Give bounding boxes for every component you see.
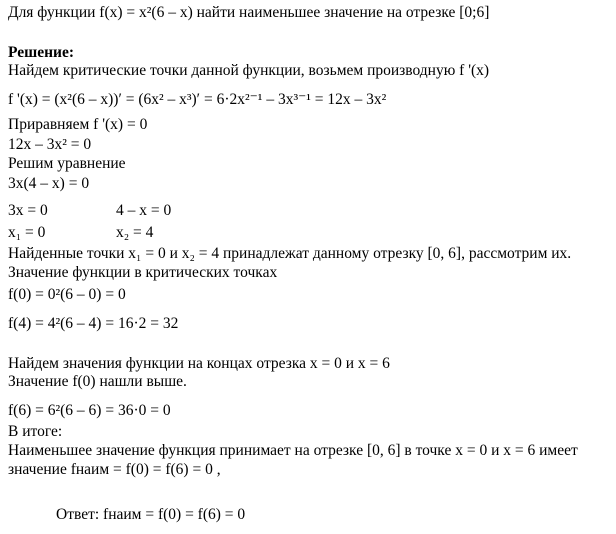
found-text: Значение f(0) нашли выше. [8, 373, 187, 390]
root-left: x₁ = 0 [8, 224, 46, 241]
derivative-formula: f '(x) = (x²(6 – x))′ = (6x² – x³)′ = 6·2x²⁻¹ – 3x³⁻¹ = 12x – 3x² [8, 91, 387, 108]
problem-statement: Для функции f(x) = x²(6 – x) найти наименьшее значение на отрезке [0;6] [8, 4, 490, 21]
factored-equation: 3x(4 – x) = 0 [8, 175, 90, 192]
solution-heading: Решение: [8, 44, 75, 61]
roots-row [8, 224, 308, 242]
points-text: Найденные точки x₁ = 0 и x₂ = 4 принадлежат данному отрезку [0, 6], рассмотрим их. [8, 245, 572, 262]
equate-text: Приравняем f '(x) = 0 [8, 116, 148, 133]
equation-left: 3x = 0 [8, 202, 48, 219]
f0-formula: f(0) = 0²(6 – 0) = 0 [8, 286, 126, 303]
conclusion-line-1: Наименьшее значение функция принимает на отрезке [0, 6] в точке x = 0 и x = 6 имеет [8, 442, 578, 459]
f4-formula: f(4) = 4²(6 – 4) = 16·2 = 32 [8, 315, 179, 332]
step-derivative-text: Найдем критические точки данной функции, возьмем производную f '(x) [8, 62, 490, 79]
root-right: x₂ = 4 [116, 224, 154, 241]
ends-text: Найдем значения функции на концах отрезка x = 0 и x = 6 [8, 355, 390, 372]
total-heading: В итоге: [8, 423, 63, 440]
solve-text: Решим уравнение [8, 155, 126, 172]
equations-row [8, 202, 308, 220]
equation-right: 4 – x = 0 [116, 202, 172, 219]
equation-1: 12x – 3x² = 0 [8, 136, 92, 153]
conclusion-line-2: значение fнаим = f(0) = f(6) = 0 , [8, 461, 221, 478]
answer: Ответ: fнаим = f(0) = f(6) = 0 [56, 506, 246, 523]
values-heading: Значение функции в критических точках [8, 264, 278, 281]
f6-formula: f(6) = 6²(6 – 6) = 36·0 = 0 [8, 402, 171, 419]
